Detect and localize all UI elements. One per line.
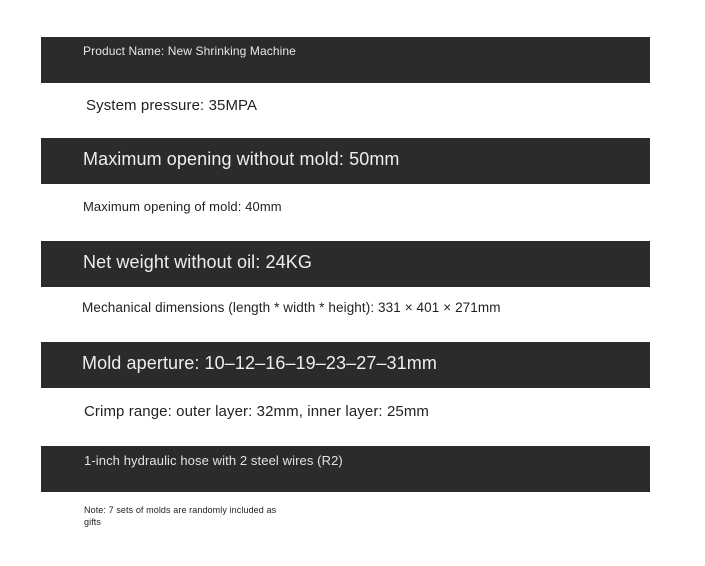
spec-row-system-pressure [41,83,650,138]
max-opening-of-mold-text: Maximum opening of mold: 40mm [83,199,282,214]
spec-row-mold-aperture [41,342,650,388]
net-weight-text: Net weight without oil: 24KG [83,252,312,272]
spec-row-net-weight [41,241,650,287]
spec-row-hose [41,446,650,492]
spec-row-dimensions [41,287,650,342]
crimp-range-text: Crimp range: outer layer: 32mm, inner layer: 25mm [84,403,430,420]
hose-text: 1-inch hydraulic hose with 2 steel wires (R2) [84,453,343,468]
spec-row-max-opening-without-mold [41,138,650,184]
note-line-2: gifts [84,517,102,527]
dimensions-text: Mechanical dimensions (length * width * height): 331 × 401 × 271mm [82,300,501,315]
note-block [41,500,650,540]
mold-aperture-text: Mold aperture: 10–12–16–19–23–27–31mm [82,353,437,373]
note-line-1: Note: 7 sets of molds are randomly included as [84,505,277,515]
product-name-text: Product Name: New Shrinking Machine [83,44,296,58]
spec-row-max-opening-of-mold [41,184,650,241]
system-pressure-text: System pressure: 35MPA [86,97,258,114]
spec-row-crimp-range [41,388,650,446]
spec-row-product-name [41,37,650,83]
max-opening-without-mold-text: Maximum opening without mold: 50mm [83,149,400,169]
